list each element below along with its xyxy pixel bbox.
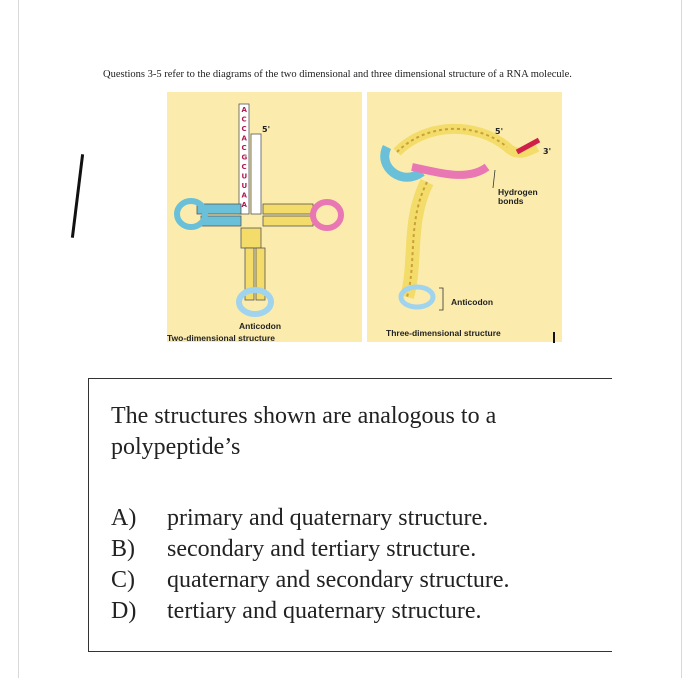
anticodon-label-2d: Anticodon xyxy=(239,321,282,331)
option-a[interactable] xyxy=(111,503,510,534)
option-a-text: primary and quaternary structure. xyxy=(167,505,489,531)
t-arm-top xyxy=(263,204,313,214)
stem-nucleotide: C xyxy=(241,163,247,171)
t-arm-bottom xyxy=(263,216,313,226)
option-d-letter: D) xyxy=(111,598,137,624)
question-stem: The structures shown are analogous to a polypeptide’s xyxy=(111,403,497,460)
t-loop xyxy=(313,202,341,228)
option-b[interactable] xyxy=(111,534,510,565)
five-prime-3d: 5' xyxy=(495,127,504,136)
two-dimensional-caption: Two-dimensional structure xyxy=(167,333,275,343)
stem-nucleotide: C xyxy=(241,144,247,152)
hydrogen-line1: Hydrogen xyxy=(498,187,538,197)
five-prime-2d: 5' xyxy=(262,125,271,134)
helix-upper xyxy=(397,129,537,153)
anticodon-loop-3d xyxy=(401,287,433,307)
tick-mark xyxy=(553,332,555,343)
pen-mark xyxy=(71,154,84,238)
questions-header: Questions 3-5 refer to the diagrams of the two dimensional and three dimensional structure of a RNA molecule. xyxy=(103,69,572,80)
helix-lower xyxy=(407,182,427,297)
option-a-letter: A) xyxy=(111,505,137,531)
anticodon-loop xyxy=(239,290,271,314)
option-d-text: tertiary and quaternary structure. xyxy=(167,598,482,624)
variable-loop xyxy=(241,228,261,248)
three-dimensional-caption: Three-dimensional structure xyxy=(386,328,501,338)
question-box xyxy=(88,378,612,652)
stem-nucleotide: A xyxy=(241,134,247,143)
trna-2d-diagram xyxy=(167,92,362,342)
left-page-edge xyxy=(18,0,19,678)
option-c[interactable] xyxy=(111,565,510,596)
hydrogen-bonds-label xyxy=(498,188,538,206)
option-d[interactable] xyxy=(111,596,510,627)
stem-nucleotide: A xyxy=(241,106,247,114)
right-page-edge xyxy=(681,0,682,678)
option-c-letter: C) xyxy=(111,567,135,593)
stem-nucleotide: G xyxy=(241,153,248,162)
option-b-text: secondary and tertiary structure. xyxy=(167,536,477,562)
stem-nucleotide: C xyxy=(241,125,247,133)
option-c-text: quaternary and secondary structure. xyxy=(167,567,510,593)
stem-nucleotide: A xyxy=(241,201,247,209)
stem-nucleotide: A xyxy=(241,191,247,200)
stem-nucleotide: U xyxy=(241,172,248,181)
option-b-letter: B) xyxy=(111,536,135,562)
two-dimensional-figure xyxy=(167,92,362,342)
anticodon-label-3d: Anticodon xyxy=(451,297,494,307)
stem-nucleotide: U xyxy=(241,182,248,190)
three-prime-3d: 3' xyxy=(543,147,552,156)
three-dimensional-figure xyxy=(367,92,562,342)
hydrogen-line2: bonds xyxy=(498,196,524,206)
stem-nucleotide: C xyxy=(241,115,247,124)
answer-options xyxy=(111,503,510,627)
acceptor-stem-letters xyxy=(242,106,248,209)
hydrogen-pointer xyxy=(493,170,495,188)
acceptor-stem-right xyxy=(251,134,261,214)
anticodon-brace xyxy=(439,288,443,310)
